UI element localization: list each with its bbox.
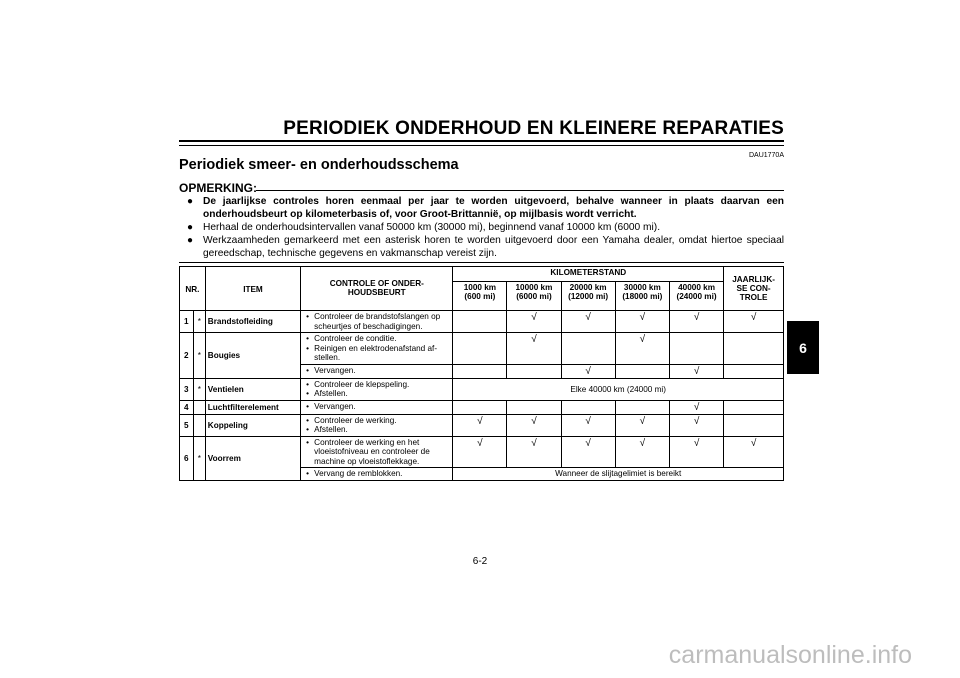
note-list [187,195,784,260]
chapter-tab: 6 [787,321,819,374]
row-item: Bougies [205,333,300,379]
column-header-km-30000: 30000 km (18000 mi) [615,282,669,311]
check-cell [507,400,561,414]
maintenance-schedule-table [179,266,784,481]
check-mark: √ [669,414,723,436]
table-row [180,378,784,400]
task-text: Controleer de werking en het vloeistofniveau en controleer de machine op vloeistoflekkage. [314,437,430,466]
check-mark: √ [453,436,507,468]
check-cell [615,364,669,378]
document-code: DAU1770A [748,152,784,159]
check-cell [561,400,615,414]
note-label: OPMERKING: [179,181,257,195]
check-cell [724,414,784,436]
check-cell [724,400,784,414]
check-cell [561,333,615,365]
note-item [187,234,784,260]
check-mark: √ [561,436,615,468]
column-header-km: KILOMETERSTAND [453,267,724,282]
asterisk-marker: * [193,333,205,379]
table-row [180,333,784,365]
header-row [180,267,784,282]
check-mark: √ [561,311,615,333]
task-text: Afstellen. [314,389,348,398]
row-task: • Controleer de werking en het vloeistofniveau en controleer de machine op vloeistoflekkage. [301,436,453,468]
row-task: • Vervangen. [301,364,453,378]
note-item [187,195,784,221]
row-number: 1 [180,311,194,333]
table-row [180,311,784,333]
row-task: • Controleer de conditie. • Reinigen en elektrodenafstand af-stellen. [301,333,453,365]
check-cell [453,333,507,365]
row-task: • Controleer de brandstofslangen op scheurtjes of beschadigingen. [301,311,453,333]
row-number: 6 [180,436,194,480]
interval-note: Wanneer de slijtagelimiet is bereikt [453,468,784,481]
asterisk-marker: * [193,436,205,480]
task-text: Controleer de brandstofslangen op scheurtjes of beschadigingen. [314,312,441,331]
note-label-rule [256,190,784,191]
row-number: 3 [180,378,194,400]
page-header-title: PERIODIEK ONDERHOUD EN KLEINERE REPARATIES [283,118,784,139]
asterisk-marker: * [193,311,205,333]
note-text: De jaarlijkse controles horen eenmaal per jaar te worden uitgevoerd, behalve wanneer in plaats daarvan een onderhoudsbeurt op kilometerbasis of, voor Groot-Brittannië, op mijlbasis wordt verricht. [203,196,784,220]
row-item: Koppeling [205,414,300,436]
column-header-km-10000: 10000 km (6000 mi) [507,282,561,311]
column-header-check: CONTROLE OF ONDER-HOUDSBEURT [301,267,453,311]
asterisk-marker: * [193,378,205,400]
task-text: Afstellen. [314,425,348,434]
task-text: Controleer de werking. [314,415,397,425]
row-task: • Vervangen. [301,400,453,414]
column-header-nr: NR. [180,267,206,311]
check-cell [615,400,669,414]
check-mark: √ [507,333,561,365]
column-header-annual: JAARLIJK-SE CON-TROLE [724,267,784,311]
row-item: Luchtfilterelement [205,400,300,414]
check-mark: √ [507,311,561,333]
row-task: • Controleer de werking. • Afstellen. [301,414,453,436]
check-mark: √ [669,436,723,468]
check-mark: √ [615,414,669,436]
check-mark: √ [669,364,723,378]
section-title: Periodiek smeer- en onderhoudsschema [179,157,459,173]
check-mark: √ [507,436,561,468]
bullet-icon: ● [187,196,194,207]
check-cell [453,400,507,414]
task-text: Controleer de conditie. [314,334,397,343]
check-cell [453,364,507,378]
note-text: Werkzaamheden gemarkeerd met een asterisk horen te worden uitgevoerd door een Yamaha dealer, omdat hiertoe speciaal gereedschap, technische gegevens en vakmanschap vereist zijn. [203,235,784,259]
interval-note: Elke 40000 km (24000 mi) [453,378,784,400]
bullet-icon: ● [187,222,194,233]
check-mark: √ [669,400,723,414]
header-rule-thick [179,140,784,142]
table-row [180,436,784,468]
check-cell [507,364,561,378]
table-row [180,400,784,414]
check-mark: √ [561,364,615,378]
row-number: 2 [180,333,194,379]
note-text: Herhaal de onderhoudsintervallen vanaf 50000 km (30000 mi), beginnend vanaf 10000 km (6000 mi). [203,222,661,233]
row-item: Ventielen [205,378,300,400]
column-header-item: ITEM [205,267,300,311]
column-header-km-1000: 1000 km (600 mi) [453,282,507,311]
table-row [180,414,784,436]
row-item: Brandstofleiding [205,311,300,333]
row-item: Voorrem [205,436,300,480]
row-task: • Controleer de klepspeling. • Afstellen. [301,378,453,400]
asterisk-cell [193,414,205,436]
row-number: 4 [180,400,194,414]
check-mark: √ [615,436,669,468]
check-cell [453,311,507,333]
check-mark: √ [453,414,507,436]
column-header-km-20000: 20000 km (12000 mi) [561,282,615,311]
check-mark: √ [561,414,615,436]
check-mark: √ [615,311,669,333]
check-mark: √ [615,333,669,365]
check-mark: √ [724,436,784,468]
column-header-km-40000: 40000 km (24000 mi) [669,282,723,311]
task-text: Vervang de remblokken. [314,469,403,478]
watermark: carmanualsonline.info [668,641,912,669]
check-cell [724,333,784,365]
bullet-icon: ● [187,235,194,246]
page-number: 6-2 [472,556,488,567]
note-item [187,221,784,234]
check-mark: √ [507,414,561,436]
table-separator-rule [179,262,784,263]
task-text: Reinigen en elektrodenafstand af-stellen. [314,343,438,362]
asterisk-cell [193,400,205,414]
check-cell [724,364,784,378]
check-mark: √ [669,311,723,333]
check-mark: √ [724,311,784,333]
row-task: • Vervang de remblokken. [301,468,453,481]
check-cell [669,333,723,365]
task-text: Vervangen. [314,365,356,375]
header-rule-thin [179,145,784,146]
task-text: Vervangen. [314,401,356,411]
task-text: Controleer de klepspeling. [314,379,410,389]
row-number: 5 [180,414,194,436]
